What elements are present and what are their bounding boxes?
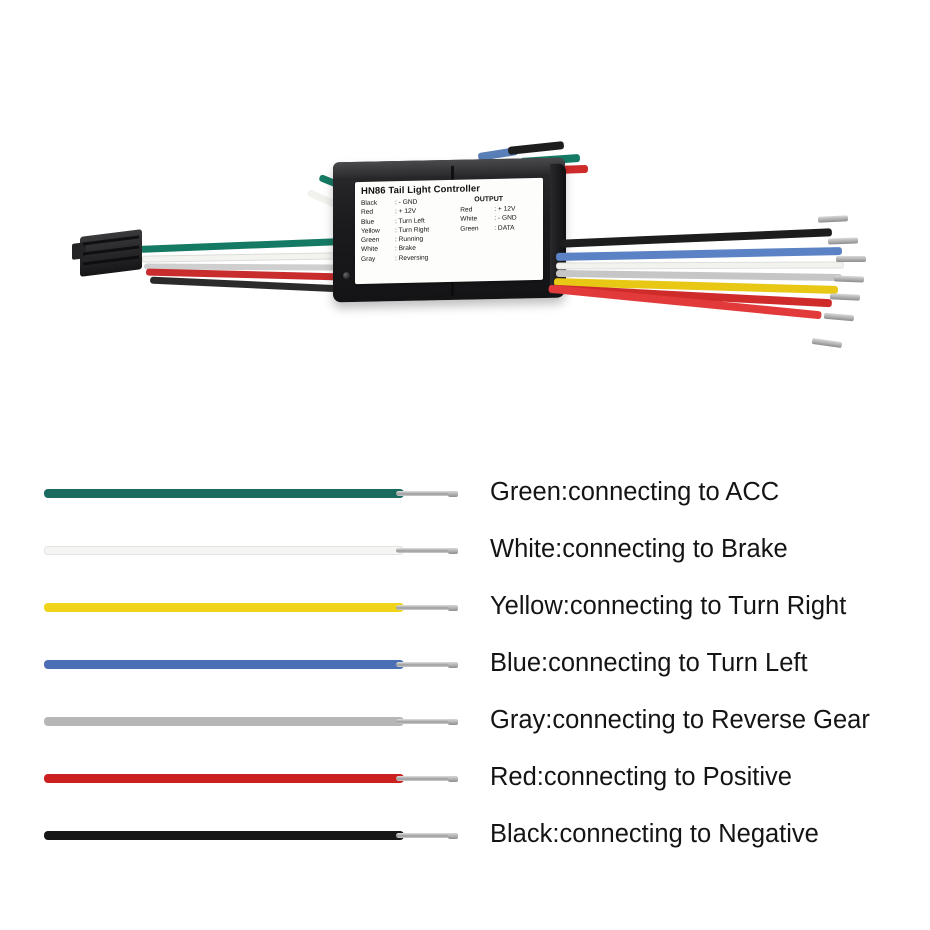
legend-wire-swatch [44, 486, 424, 500]
output-wire-white [556, 261, 844, 269]
wire-tip [448, 605, 458, 611]
input-wire-white [142, 252, 340, 262]
wire-body [44, 717, 404, 726]
label-key: Green [361, 236, 380, 245]
output-wire-red-1-tip [824, 313, 854, 322]
legend-wire-swatch [44, 600, 424, 614]
label-value: : Brake [395, 245, 416, 253]
wire-stripped-end [396, 548, 454, 553]
legend-label: Blue:connecting to Turn Left [490, 649, 808, 678]
top-wire-black [508, 141, 565, 155]
label-output-column [460, 195, 538, 262]
output-wire-white-tip [836, 256, 866, 262]
wire-stripped-end [396, 776, 454, 781]
legend-item-blue [44, 636, 894, 692]
housing-top-bevel [333, 158, 565, 179]
label-output-heading: OUTPUT [474, 195, 504, 204]
label-row [460, 223, 538, 234]
wire-body [44, 489, 404, 498]
output-wire-red-2-tip [812, 338, 843, 348]
wire-body [44, 546, 404, 555]
legend-label: Black:connecting to Negative [490, 820, 819, 849]
legend-item-gray [44, 693, 894, 749]
legend-item-white [44, 522, 894, 578]
wire-body [44, 774, 404, 783]
output-wire-blue [556, 247, 842, 261]
wire-stripped-end [396, 491, 454, 496]
label-key: Yellow [361, 227, 380, 235]
label-key: Green [460, 224, 479, 233]
legend-item-green [44, 465, 894, 521]
label-key: Black [361, 199, 378, 207]
label-value: : Turn Right [395, 226, 430, 235]
wire-tip [448, 491, 458, 497]
label-value: : + 12V [395, 208, 417, 216]
wire-stripped-end [396, 719, 454, 724]
wire-tip [448, 662, 458, 668]
label-value: : Reversing [395, 254, 429, 263]
output-wire-black-tip [818, 215, 848, 223]
output-wire-blue-tip [828, 237, 858, 244]
legend-wire-swatch [44, 543, 424, 557]
output-wire-yellow-tip [830, 293, 860, 301]
legend-wire-swatch [44, 657, 424, 671]
input-wire-green [140, 238, 340, 253]
product-photo [0, 0, 930, 440]
wire-body [44, 603, 404, 612]
wire-tip [448, 719, 458, 725]
label-key: Red [361, 209, 374, 217]
legend-wire-swatch [44, 714, 424, 728]
jst-connector [72, 231, 150, 275]
label-key: White [361, 246, 378, 254]
legend-item-yellow [44, 579, 894, 635]
wire-legend [0, 455, 930, 875]
wire-stripped-end [396, 833, 454, 838]
label-key: White [460, 215, 478, 224]
legend-item-red [44, 750, 894, 806]
wire-tip [448, 776, 458, 782]
label-value: : DATA [494, 224, 515, 232]
label-title: HN86 Tail Light Controller [361, 183, 481, 197]
legend-wire-swatch [44, 828, 424, 842]
legend-label: Yellow:connecting to Turn Right [490, 592, 847, 621]
wire-stripped-end [396, 605, 454, 610]
legend-wire-swatch [44, 771, 424, 785]
label-key: Gray [361, 255, 376, 263]
housing-screw-left [343, 272, 350, 279]
legend-label: White:connecting to Brake [490, 535, 788, 564]
label-input-column [361, 197, 454, 264]
output-wire-black [560, 228, 832, 247]
label-value: : - GND [494, 214, 517, 223]
product-label [355, 178, 543, 284]
wire-tip [448, 833, 458, 839]
legend-item-black [44, 807, 894, 863]
legend-label: Gray:connecting to Reverse Gear [490, 706, 870, 735]
label-value: : Running [395, 235, 424, 244]
wire-stripped-end [396, 662, 454, 667]
label-value: : - GND [395, 198, 418, 207]
label-row [361, 253, 454, 264]
output-wire-gray-tip [834, 275, 864, 282]
label-value: : + 12V [494, 205, 516, 213]
label-key: Red [460, 206, 473, 214]
wire-body [44, 660, 404, 669]
legend-label: Red:connecting to Positive [490, 763, 792, 792]
label-value: : Turn Left [395, 217, 425, 225]
wire-tip [448, 548, 458, 554]
label-key: Blue [361, 218, 375, 226]
legend-label: Green:connecting to ACC [490, 478, 780, 507]
wire-body [44, 831, 404, 840]
